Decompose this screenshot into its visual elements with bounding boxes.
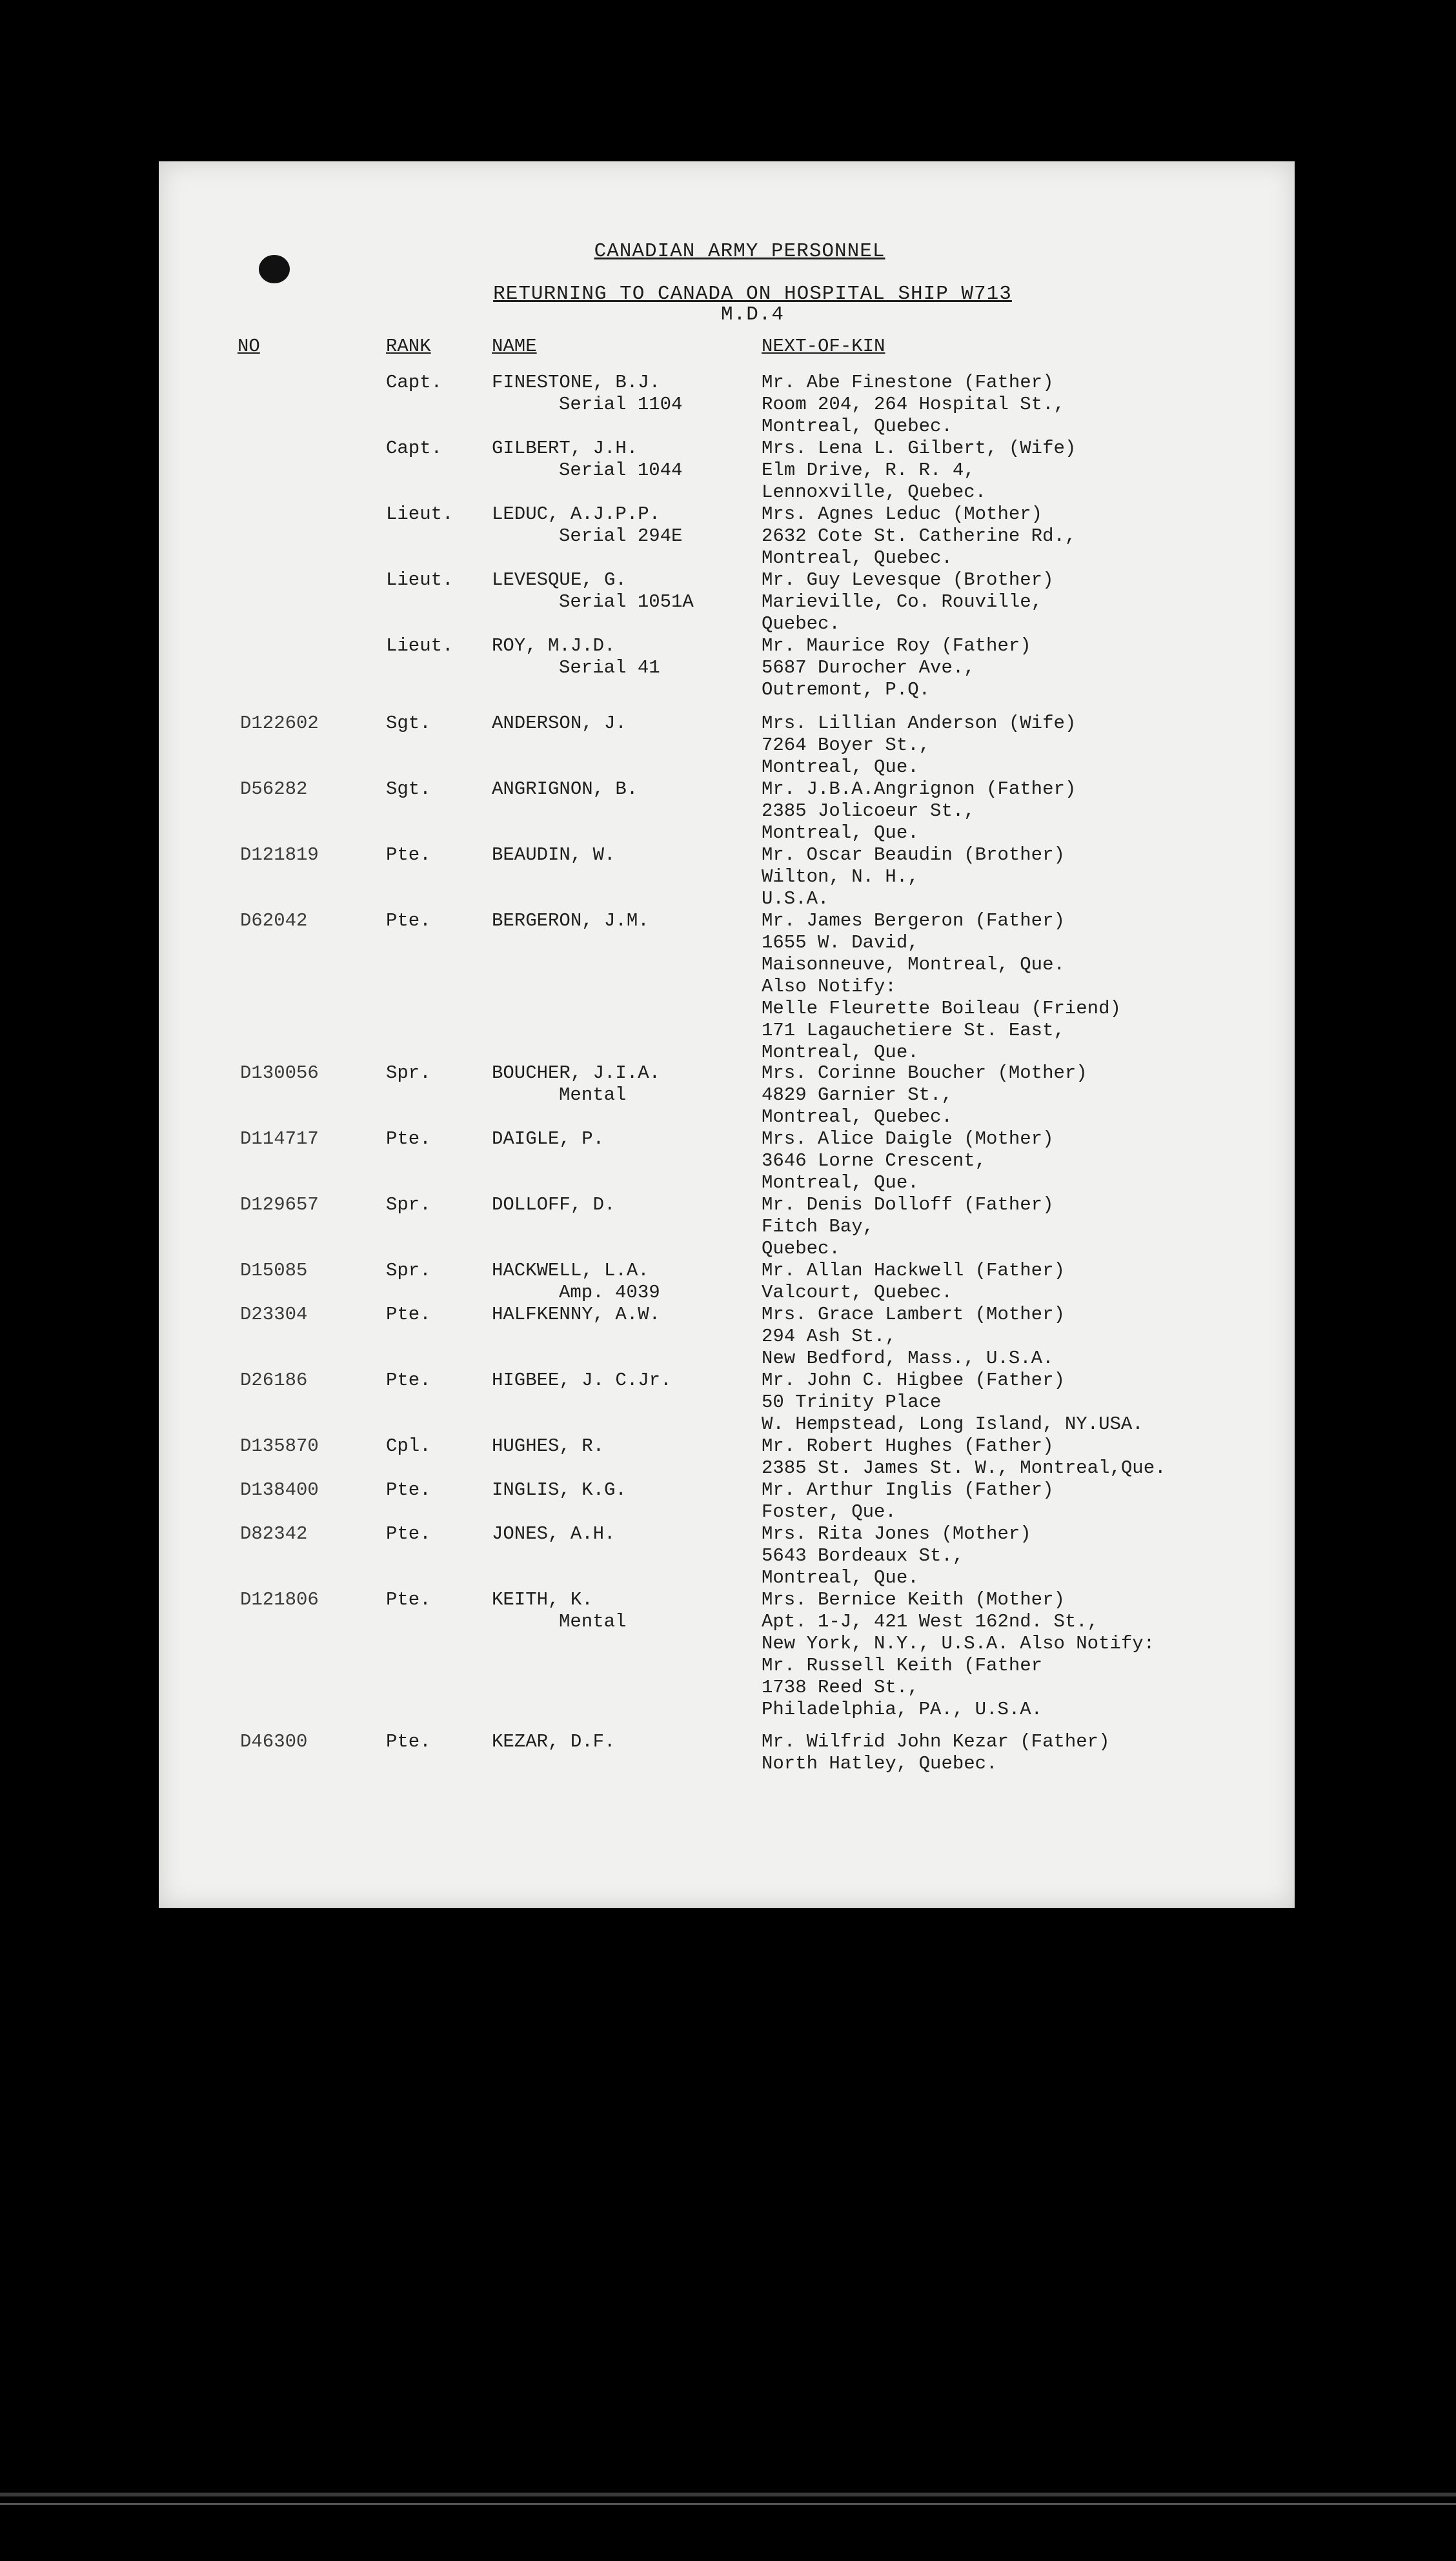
- next-of-kin: [762, 372, 1065, 438]
- next-of-kin-line: Mr. Wilfrid John Kezar (Father): [762, 1731, 1110, 1752]
- next-of-kin: [762, 1479, 1053, 1523]
- next-of-kin: [762, 503, 1076, 569]
- rank: Capt.: [386, 438, 443, 459]
- next-of-kin-line: 7264 Boyer St.,: [762, 734, 931, 756]
- service-number: D121819: [240, 844, 319, 865]
- next-of-kin: [762, 713, 1076, 778]
- soldier-name: FINESTONE, B.J.: [492, 372, 661, 393]
- next-of-kin-line: 2385 St. James St. W., Montreal,Que.: [762, 1457, 1166, 1479]
- next-of-kin-line: 5687 Durocher Ave.,: [762, 657, 975, 678]
- next-of-kin: [762, 1304, 1065, 1370]
- next-of-kin-line: Mrs. Agnes Leduc (Mother): [762, 503, 1043, 525]
- rank: Pte.: [386, 1523, 431, 1544]
- service-number: D130056: [240, 1062, 319, 1084]
- service-number: D26186: [240, 1370, 308, 1391]
- soldier-name: BOUCHER, J.I.A.: [492, 1062, 661, 1084]
- next-of-kin-line: Also Notify:: [762, 976, 896, 997]
- next-of-kin: [762, 1370, 1144, 1435]
- next-of-kin-line: Mr. Abe Finestone (Father): [762, 372, 1054, 393]
- next-of-kin: [762, 844, 1065, 910]
- service-number: D46300: [240, 1731, 308, 1752]
- next-of-kin-line: Marieville, Co. Rouville,: [762, 591, 1043, 612]
- next-of-kin: [762, 1589, 1155, 1721]
- next-of-kin-line: New Bedford, Mass., U.S.A.: [762, 1348, 1054, 1369]
- next-of-kin-line: Mr. Russell Keith (Father: [762, 1655, 1043, 1676]
- next-of-kin: [762, 635, 1031, 701]
- next-of-kin-line: 294 Ash St.,: [762, 1326, 896, 1347]
- next-of-kin-line: 3646 Lorne Crescent,: [762, 1150, 987, 1171]
- soldier-note: Amp. 4039: [559, 1282, 660, 1303]
- next-of-kin-line: North Hatley, Quebec.: [762, 1753, 998, 1774]
- soldier-name: JONES, A.H.: [492, 1523, 616, 1544]
- next-of-kin-line: Mrs. Alice Daigle (Mother): [762, 1128, 1054, 1149]
- rank: Pte.: [386, 1128, 431, 1149]
- next-of-kin-line: 1738 Reed St.,: [762, 1677, 919, 1698]
- next-of-kin-line: Montreal, Quebec.: [762, 547, 953, 569]
- next-of-kin-line: Wilton, N. H.,: [762, 866, 919, 887]
- military-district: M.D.4: [720, 303, 784, 326]
- soldier-name: HIGBEE, J. C.Jr.: [492, 1370, 672, 1391]
- next-of-kin-line: Mr. John C. Higbee (Father): [762, 1370, 1065, 1391]
- column-header-rank: RANK: [386, 336, 431, 357]
- column-header-name: NAME: [492, 336, 537, 357]
- rank: Pte.: [386, 1304, 431, 1325]
- next-of-kin: [762, 1435, 1166, 1479]
- rank: Spr.: [386, 1260, 431, 1281]
- rank: Spr.: [386, 1194, 431, 1215]
- service-number: D129657: [240, 1194, 319, 1215]
- soldier-name: BEAUDIN, W.: [492, 844, 616, 865]
- next-of-kin-line: W. Hempstead, Long Island, NY.USA.: [762, 1413, 1144, 1435]
- next-of-kin-line: Mr. Oscar Beaudin (Brother): [762, 844, 1065, 865]
- rank: Pte.: [386, 1370, 431, 1391]
- next-of-kin: [762, 1260, 1065, 1304]
- next-of-kin: [762, 438, 1076, 503]
- soldier-name: BERGERON, J.M.: [492, 910, 649, 931]
- next-of-kin-line: Room 204, 264 Hospital St.,: [762, 394, 1065, 415]
- next-of-kin-line: Mr. Guy Levesque (Brother): [762, 569, 1054, 591]
- next-of-kin-line: 5643 Bordeaux St.,: [762, 1545, 964, 1566]
- soldier-name: KEZAR, D.F.: [492, 1731, 616, 1752]
- soldier-name: ANGRIGNON, B.: [492, 778, 638, 800]
- next-of-kin-line: Mrs. Bernice Keith (Mother): [762, 1589, 1065, 1610]
- soldier-name: DAIGLE, P.: [492, 1128, 605, 1149]
- soldier-note: Serial 1051A: [559, 591, 694, 612]
- service-number: D135870: [240, 1435, 319, 1457]
- column-header-no: NO: [238, 336, 260, 357]
- next-of-kin-line: Mrs. Corinne Boucher (Mother): [762, 1062, 1087, 1084]
- next-of-kin: [762, 1194, 1053, 1260]
- next-of-kin-line: Mr. James Bergeron (Father): [762, 910, 1065, 931]
- soldier-name: LEDUC, A.J.P.P.: [492, 503, 661, 525]
- rank: Lieut.: [386, 503, 454, 525]
- next-of-kin-line: Elm Drive, R. R. 4,: [762, 460, 975, 481]
- next-of-kin-line: Valcourt, Quebec.: [762, 1282, 953, 1303]
- next-of-kin-line: U.S.A.: [762, 888, 829, 909]
- next-of-kin-line: Mrs. Grace Lambert (Mother): [762, 1304, 1065, 1325]
- next-of-kin-line: Foster, Que.: [762, 1501, 896, 1523]
- film-edge-line: [0, 2493, 1456, 2496]
- soldier-name: HUGHES, R.: [492, 1435, 605, 1457]
- service-number: D121806: [240, 1589, 319, 1610]
- rank: Lieut.: [386, 569, 454, 591]
- next-of-kin: [762, 569, 1053, 635]
- document-page: [159, 161, 1295, 1908]
- next-of-kin-line: 50 Trinity Place: [762, 1392, 942, 1413]
- next-of-kin-line: Montreal, Que.: [762, 1172, 919, 1193]
- document-title: CANADIAN ARMY PERSONNEL: [594, 240, 885, 263]
- rank: Sgt.: [386, 778, 431, 800]
- next-of-kin-line: Mr. Robert Hughes (Father): [762, 1435, 1054, 1457]
- next-of-kin: [762, 1062, 1087, 1128]
- soldier-name: DOLLOFF, D.: [492, 1194, 616, 1215]
- soldier-name: KEITH, K.: [492, 1589, 593, 1610]
- next-of-kin-line: Montreal, Que.: [762, 822, 919, 844]
- next-of-kin-line: Montreal, Que.: [762, 1042, 919, 1063]
- rank: Sgt.: [386, 713, 431, 734]
- next-of-kin-line: Montreal, Que.: [762, 1567, 919, 1588]
- next-of-kin-line: Apt. 1-J, 421 West 162nd. St.,: [762, 1611, 1099, 1632]
- next-of-kin: [762, 1128, 1053, 1194]
- soldier-note: Serial 1104: [559, 394, 683, 415]
- next-of-kin-line: Quebec.: [762, 1238, 840, 1259]
- soldier-note: Serial 41: [559, 657, 660, 678]
- next-of-kin-line: Mr. J.B.A.Angrignon (Father): [762, 778, 1077, 800]
- next-of-kin-line: Mr. Maurice Roy (Father): [762, 635, 1031, 656]
- next-of-kin-line: 171 Lagauchetiere St. East,: [762, 1020, 1065, 1041]
- next-of-kin-line: Mr. Arthur Inglis (Father): [762, 1479, 1054, 1501]
- next-of-kin-line: 1655 W. David,: [762, 932, 919, 953]
- next-of-kin-line: Philadelphia, PA., U.S.A.: [762, 1699, 1043, 1720]
- soldier-name: HACKWELL, L.A.: [492, 1260, 649, 1281]
- service-number: D23304: [240, 1304, 308, 1325]
- next-of-kin-line: Melle Fleurette Boileau (Friend): [762, 998, 1121, 1019]
- soldier-name: INGLIS, K.G.: [492, 1479, 627, 1501]
- next-of-kin-line: Montreal, Quebec.: [762, 416, 953, 437]
- film-edge-line: [0, 2503, 1456, 2505]
- next-of-kin: [762, 910, 1121, 1064]
- rank: Cpl.: [386, 1435, 431, 1457]
- next-of-kin: [762, 778, 1076, 844]
- rank: Lieut.: [386, 635, 454, 656]
- service-number: D114717: [240, 1128, 319, 1149]
- soldier-note: Serial 1044: [559, 460, 683, 481]
- next-of-kin-line: Mrs. Lillian Anderson (Wife): [762, 713, 1077, 734]
- rank: Pte.: [386, 1479, 431, 1501]
- next-of-kin-line: Mrs. Rita Jones (Mother): [762, 1523, 1031, 1544]
- next-of-kin-line: Montreal, Que.: [762, 756, 919, 778]
- column-header-next-of-kin: NEXT-OF-KIN: [762, 336, 885, 357]
- next-of-kin-line: Lennoxville, Quebec.: [762, 481, 987, 503]
- document-subtitle: RETURNING TO CANADA ON HOSPITAL SHIP W713: [493, 283, 1012, 305]
- rank: Capt.: [386, 372, 443, 393]
- service-number: D56282: [240, 778, 308, 800]
- service-number: D122602: [240, 713, 319, 734]
- service-number: D15085: [240, 1260, 308, 1281]
- soldier-name: GILBERT, J.H.: [492, 438, 638, 459]
- next-of-kin-line: 4829 Garnier St.,: [762, 1084, 953, 1106]
- soldier-note: Mental: [559, 1611, 627, 1632]
- rank: Pte.: [386, 1731, 431, 1752]
- rank: Pte.: [386, 1589, 431, 1610]
- service-number: D138400: [240, 1479, 319, 1501]
- soldier-note: Serial 294E: [559, 525, 683, 547]
- rank: Spr.: [386, 1062, 431, 1084]
- service-number: D82342: [240, 1523, 308, 1544]
- soldier-name: ANDERSON, J.: [492, 713, 627, 734]
- rank: Pte.: [386, 910, 431, 931]
- next-of-kin-line: Quebec.: [762, 613, 840, 634]
- next-of-kin-line: Mr. Denis Dolloff (Father): [762, 1194, 1054, 1215]
- soldier-note: Mental: [559, 1084, 627, 1106]
- next-of-kin-line: Montreal, Quebec.: [762, 1106, 953, 1128]
- soldier-name: ROY, M.J.D.: [492, 635, 616, 656]
- next-of-kin-line: Mrs. Lena L. Gilbert, (Wife): [762, 438, 1077, 459]
- soldier-name: LEVESQUE, G.: [492, 569, 627, 591]
- rank: Pte.: [386, 844, 431, 865]
- next-of-kin-line: Outremont, P.Q.: [762, 679, 931, 700]
- next-of-kin-line: Fitch Bay,: [762, 1216, 875, 1237]
- soldier-name: HALFKENNY, A.W.: [492, 1304, 661, 1325]
- next-of-kin: [762, 1523, 1031, 1589]
- service-number: D62042: [240, 910, 308, 931]
- next-of-kin-line: 2385 Jolicoeur St.,: [762, 800, 975, 822]
- next-of-kin-line: Maisonneuve, Montreal, Que.: [762, 954, 1065, 975]
- next-of-kin: [762, 1731, 1110, 1775]
- next-of-kin-line: Mr. Allan Hackwell (Father): [762, 1260, 1065, 1281]
- next-of-kin-line: New York, N.Y., U.S.A. Also Notify:: [762, 1633, 1155, 1654]
- next-of-kin-line: 2632 Cote St. Catherine Rd.,: [762, 525, 1077, 547]
